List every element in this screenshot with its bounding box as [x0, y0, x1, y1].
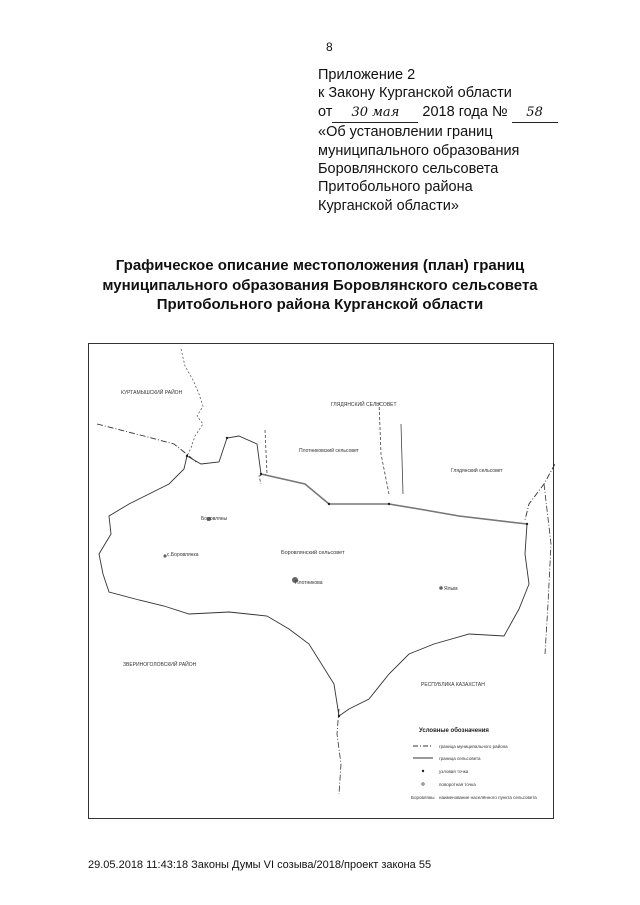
page-number: 8: [326, 40, 333, 54]
label-district-nw: КУРТАМЫШСКИЙ РАЙОН: [121, 390, 183, 396]
appendix-line: Притобольного района: [318, 179, 473, 196]
map-legend: [411, 727, 537, 800]
legend-symbol-node: [422, 770, 424, 772]
date-prefix: от: [318, 103, 333, 120]
appendix-line: муниципального образования: [318, 142, 520, 159]
appendix-block: [318, 66, 558, 215]
document-title: [60, 256, 580, 315]
legend-item: граница сельсовета: [439, 756, 481, 761]
district-border-south: [337, 709, 341, 794]
legend-symbol-turn: [422, 783, 424, 785]
council-divider-north-2: [379, 402, 389, 494]
appendix-line: Курганской области»: [318, 197, 459, 214]
legend-item: граница муниципального района: [439, 744, 508, 749]
label-settlement-4: Ялым: [444, 586, 458, 592]
label-settlement-3: Плотникова: [295, 580, 323, 586]
district-border-west: [97, 424, 196, 462]
appendix-line: к Закону Курганской области: [318, 85, 512, 102]
title-line: Графическое описание местоположения (план) границ: [115, 257, 525, 274]
title-line: муниципального образования Боровлянского сельсовета: [102, 276, 538, 294]
council-boundary-ne: [261, 474, 527, 524]
district-border-east-vertical: [544, 484, 551, 654]
legend-item: поворотная точка: [439, 782, 476, 787]
year-text: 2018 года №: [422, 103, 508, 120]
label-main-council: Боровлянский сельсовет: [281, 550, 345, 556]
legend-title: Условные обозначения: [419, 728, 489, 734]
legend-item: наименование населённого пункта сельсовета: [439, 795, 537, 800]
district-border-east: [525, 464, 555, 520]
label-settlement-2: с.Боровлянка: [167, 552, 199, 558]
label-settlement-1: Боровляны: [201, 516, 228, 522]
council-divider-north-3: [401, 424, 403, 494]
legend-item: узловая точка: [439, 769, 469, 774]
legend-symbol-settlement: Боровляны: [411, 795, 435, 800]
footer-stamp: 29.05.2018 11:43:18 Законы Думы VI созыва/2018/проект закона 55: [88, 859, 432, 871]
label-council-n: Плотниковский сельсовет: [299, 448, 359, 454]
label-council-e: Глядянский сельсовет: [451, 468, 503, 474]
appendix-date-line: [318, 103, 558, 123]
label-district-sw: ЗВЕРИНОГОЛОВСКИЙ РАЙОН: [123, 662, 197, 668]
appendix-line: Боровлянского сельсовета: [318, 161, 499, 178]
handwritten-number: 58: [512, 104, 558, 123]
council-boundary-main: [99, 436, 529, 716]
map-drawing: [89, 344, 555, 820]
boundary-map: [88, 343, 554, 819]
river-line: [181, 349, 203, 456]
label-council-ne: ГЛЯДЯНСКИЙ СЕЛЬСОВЕТ: [331, 402, 397, 408]
appendix-line: «Об установлении границ: [318, 124, 493, 141]
appendix-line: Приложение 2: [318, 67, 416, 83]
title-line: Притобольного района Курганской области: [156, 296, 484, 313]
node-points: [186, 437, 528, 717]
handwritten-date: 30 мая: [332, 104, 418, 123]
label-republic: РЕСПУБЛИКА КАЗАХСТАН: [421, 682, 485, 688]
